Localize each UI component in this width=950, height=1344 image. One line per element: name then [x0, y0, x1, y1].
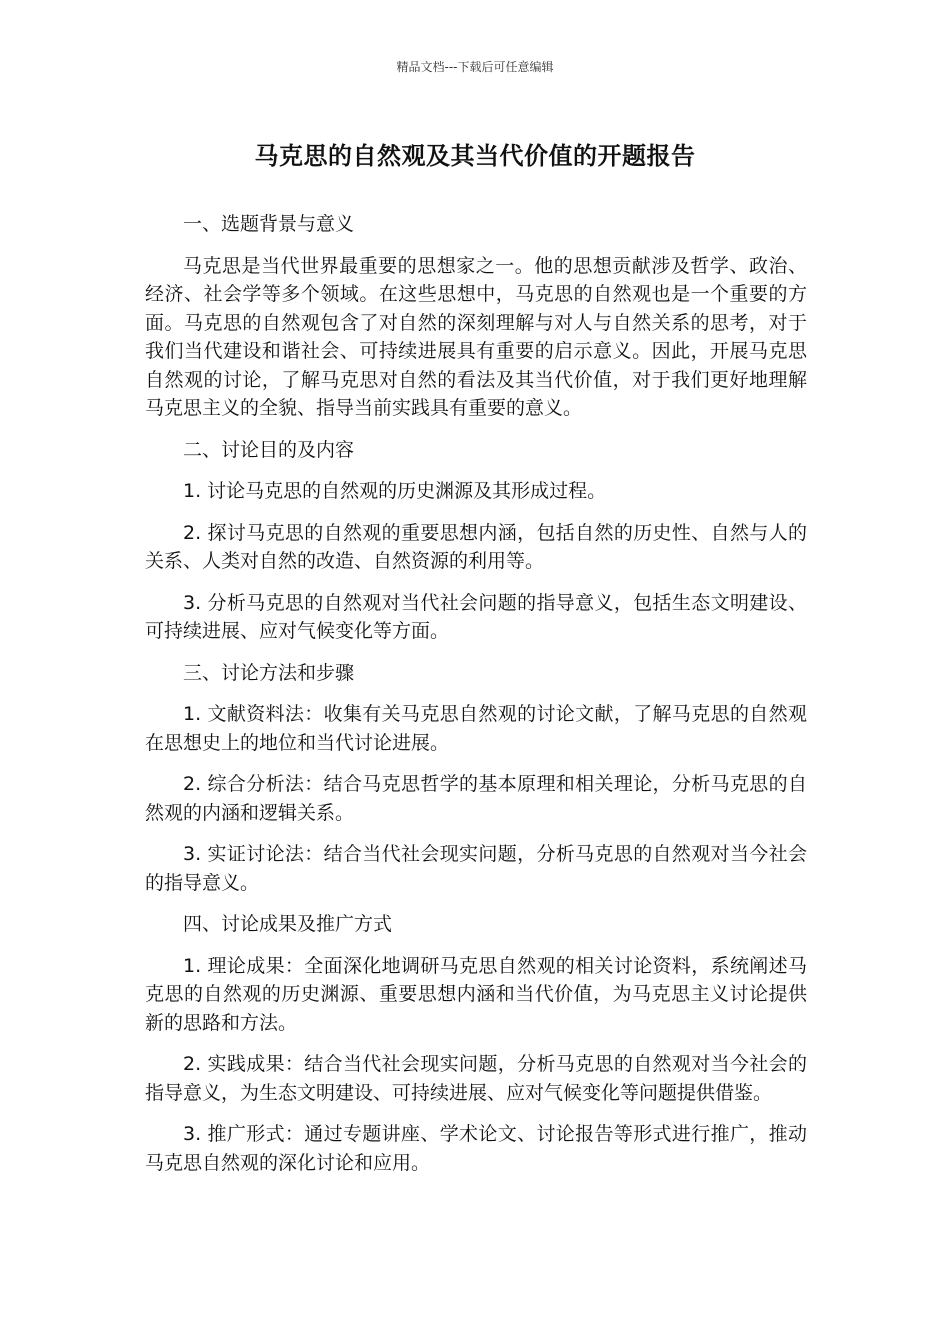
section-heading: 四、讨论成果及推广方式 — [183, 913, 393, 935]
list-item: 2. 探讨马克思的自然观的重要思想内涵，包括自然的历史性、自然与人的关系、人类对自然的改造、自然资源的利用等。 — [145, 521, 807, 572]
list-item: 3. 分析马克思的自然观对当代社会问题的指导意义，包括生态文明建设、可持续进展、应对气候变化等方面。 — [145, 591, 807, 642]
list-item: 3. 推广形式：通过专题讲座、学术论文、讨论报告等形式进行推广，推动马克思自然观的深化讨论和应用。 — [145, 1123, 807, 1174]
section-heading: 二、讨论目的及内容 — [183, 438, 355, 461]
body-paragraph: 马克思是当代世界最重要的思想家之一。他的思想贡献涉及哲学、政治、经济、社会学等多个领域。在这些思想中，马克思的自然观也是一个重要的方面。马克思的自然观包含了对自然的深刻理解与对人与自然关系的思考，对于我们当代建设和谐社会、可持续进展具有重要的启示意义。因此，开展马克思自然观的讨论，了解马克思对自然的看法及其当代价值，对于我们更好地理解马克思主义的全貌、指导当前实践具有重要的意义。 — [145, 254, 807, 419]
list-item: 1. 理论成果：全面深化地调研马克思自然观的相关讨论资料，系统阐述马克思的自然观的历史渊源、重要思想内涵和当代价值，为马克思主义讨论提供新的思路和方法。 — [145, 954, 807, 1034]
list-item: 1. 文献资料法：收集有关马克思自然观的讨论文献，了解马克思的自然观在思想史上的地位和当代讨论进展。 — [145, 703, 807, 754]
header-note: 精品文档---下载后可任意编辑 — [396, 60, 554, 74]
list-item: 2. 综合分析法：结合马克思哲学的基本原理和相关理论，分析马克思的自然观的内涵和逻辑关系。 — [145, 773, 807, 824]
section-heading: 三、讨论方法和步骤 — [183, 661, 355, 684]
list-item: 1. 讨论马克思的自然观的历史渊源及其形成过程。 — [183, 480, 607, 502]
list-item: 2. 实践成果：结合当代社会现实问题，分析马克思的自然观对当今社会的指导意义，为生态文明建设、可持续进展、应对气候变化等问题提供借鉴。 — [145, 1053, 807, 1104]
section-heading: 一、选题背景与意义 — [183, 213, 355, 235]
page-title: 马克思的自然观及其当代价值的开题报告 — [254, 142, 696, 170]
list-item: 3. 实证讨论法：结合当代社会现实问题，分析马克思的自然观对当今社会的指导意义。 — [145, 843, 807, 894]
document-body — [145, 210, 807, 1190]
